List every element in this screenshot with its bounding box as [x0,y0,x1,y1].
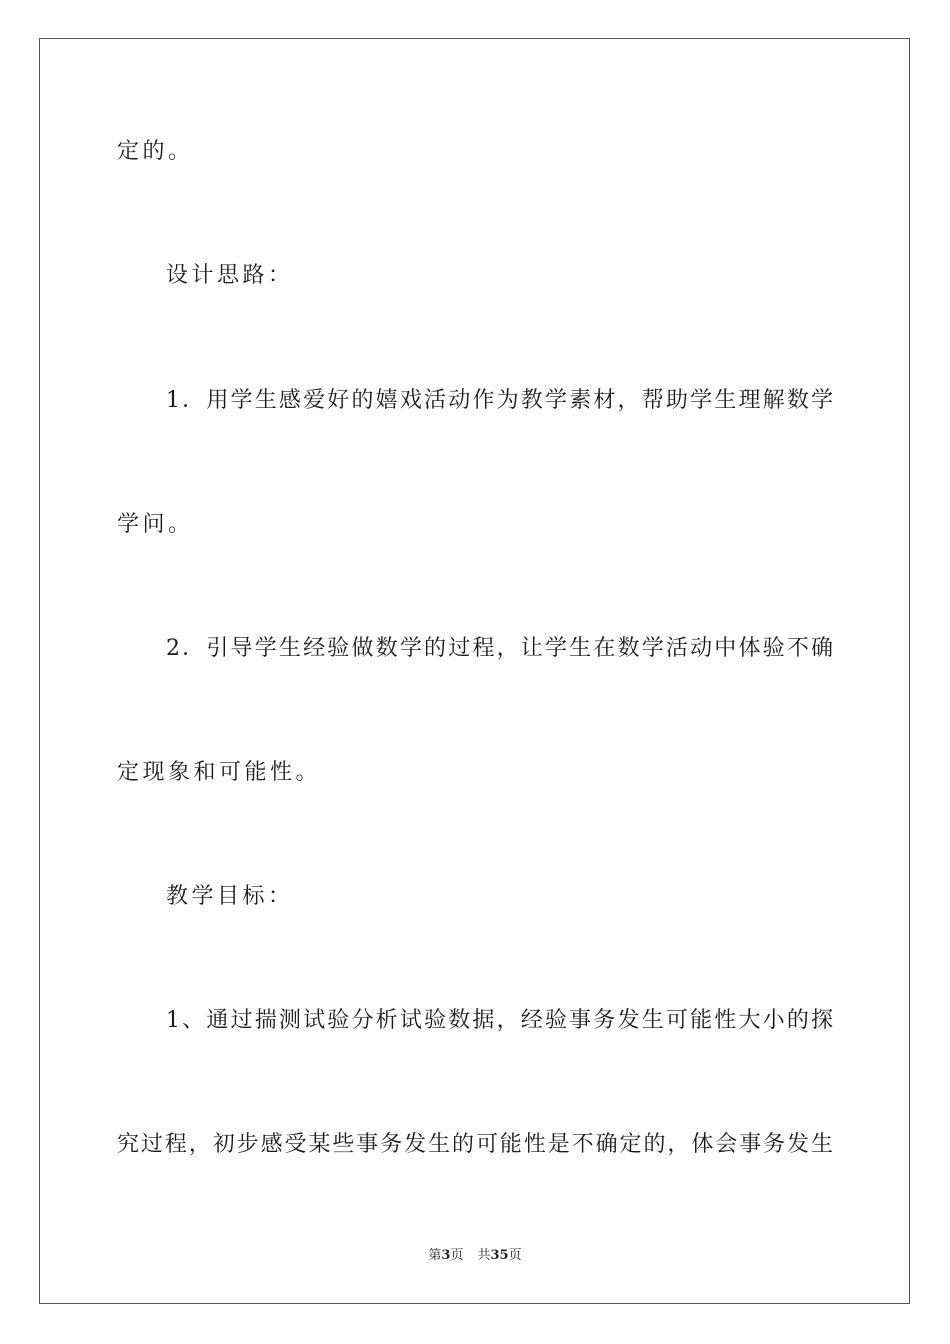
footer-total-pages: 35 [490,1248,509,1263]
footer-page-prefix: 第 [428,1248,442,1263]
footer-page-suffix: 页 [450,1248,464,1263]
footer-page-number: 3 [441,1248,451,1263]
paragraph-line: 2．引导学生经验做数学的过程，让学生在数学活动中体验不确 [166,636,833,661]
page-border [39,38,910,1304]
paragraph-line: 究过程，初步感受某些事务发生的可能性是不确定的，体会事务发生 [117,1132,833,1157]
footer-total-suffix: 页 [508,1248,522,1263]
paragraph-line: 定现象和可能性。 [117,760,322,785]
section-heading-teaching-goals: 教学目标： [166,884,294,909]
paragraph-line: 学问。 [117,512,194,537]
paragraph-line: 1、通过揣测试验分析试验数据，经验事务发生可能性大小的探 [166,1008,833,1033]
paragraph-line: 定的。 [117,139,194,164]
footer-total-prefix: 共 [477,1248,491,1263]
page-footer [0,1247,950,1265]
paragraph-line: 1．用学生感爱好的嬉戏活动作为教学素材，帮助学生理解数学 [166,388,833,413]
section-heading-design-ideas: 设计思路： [166,263,294,288]
